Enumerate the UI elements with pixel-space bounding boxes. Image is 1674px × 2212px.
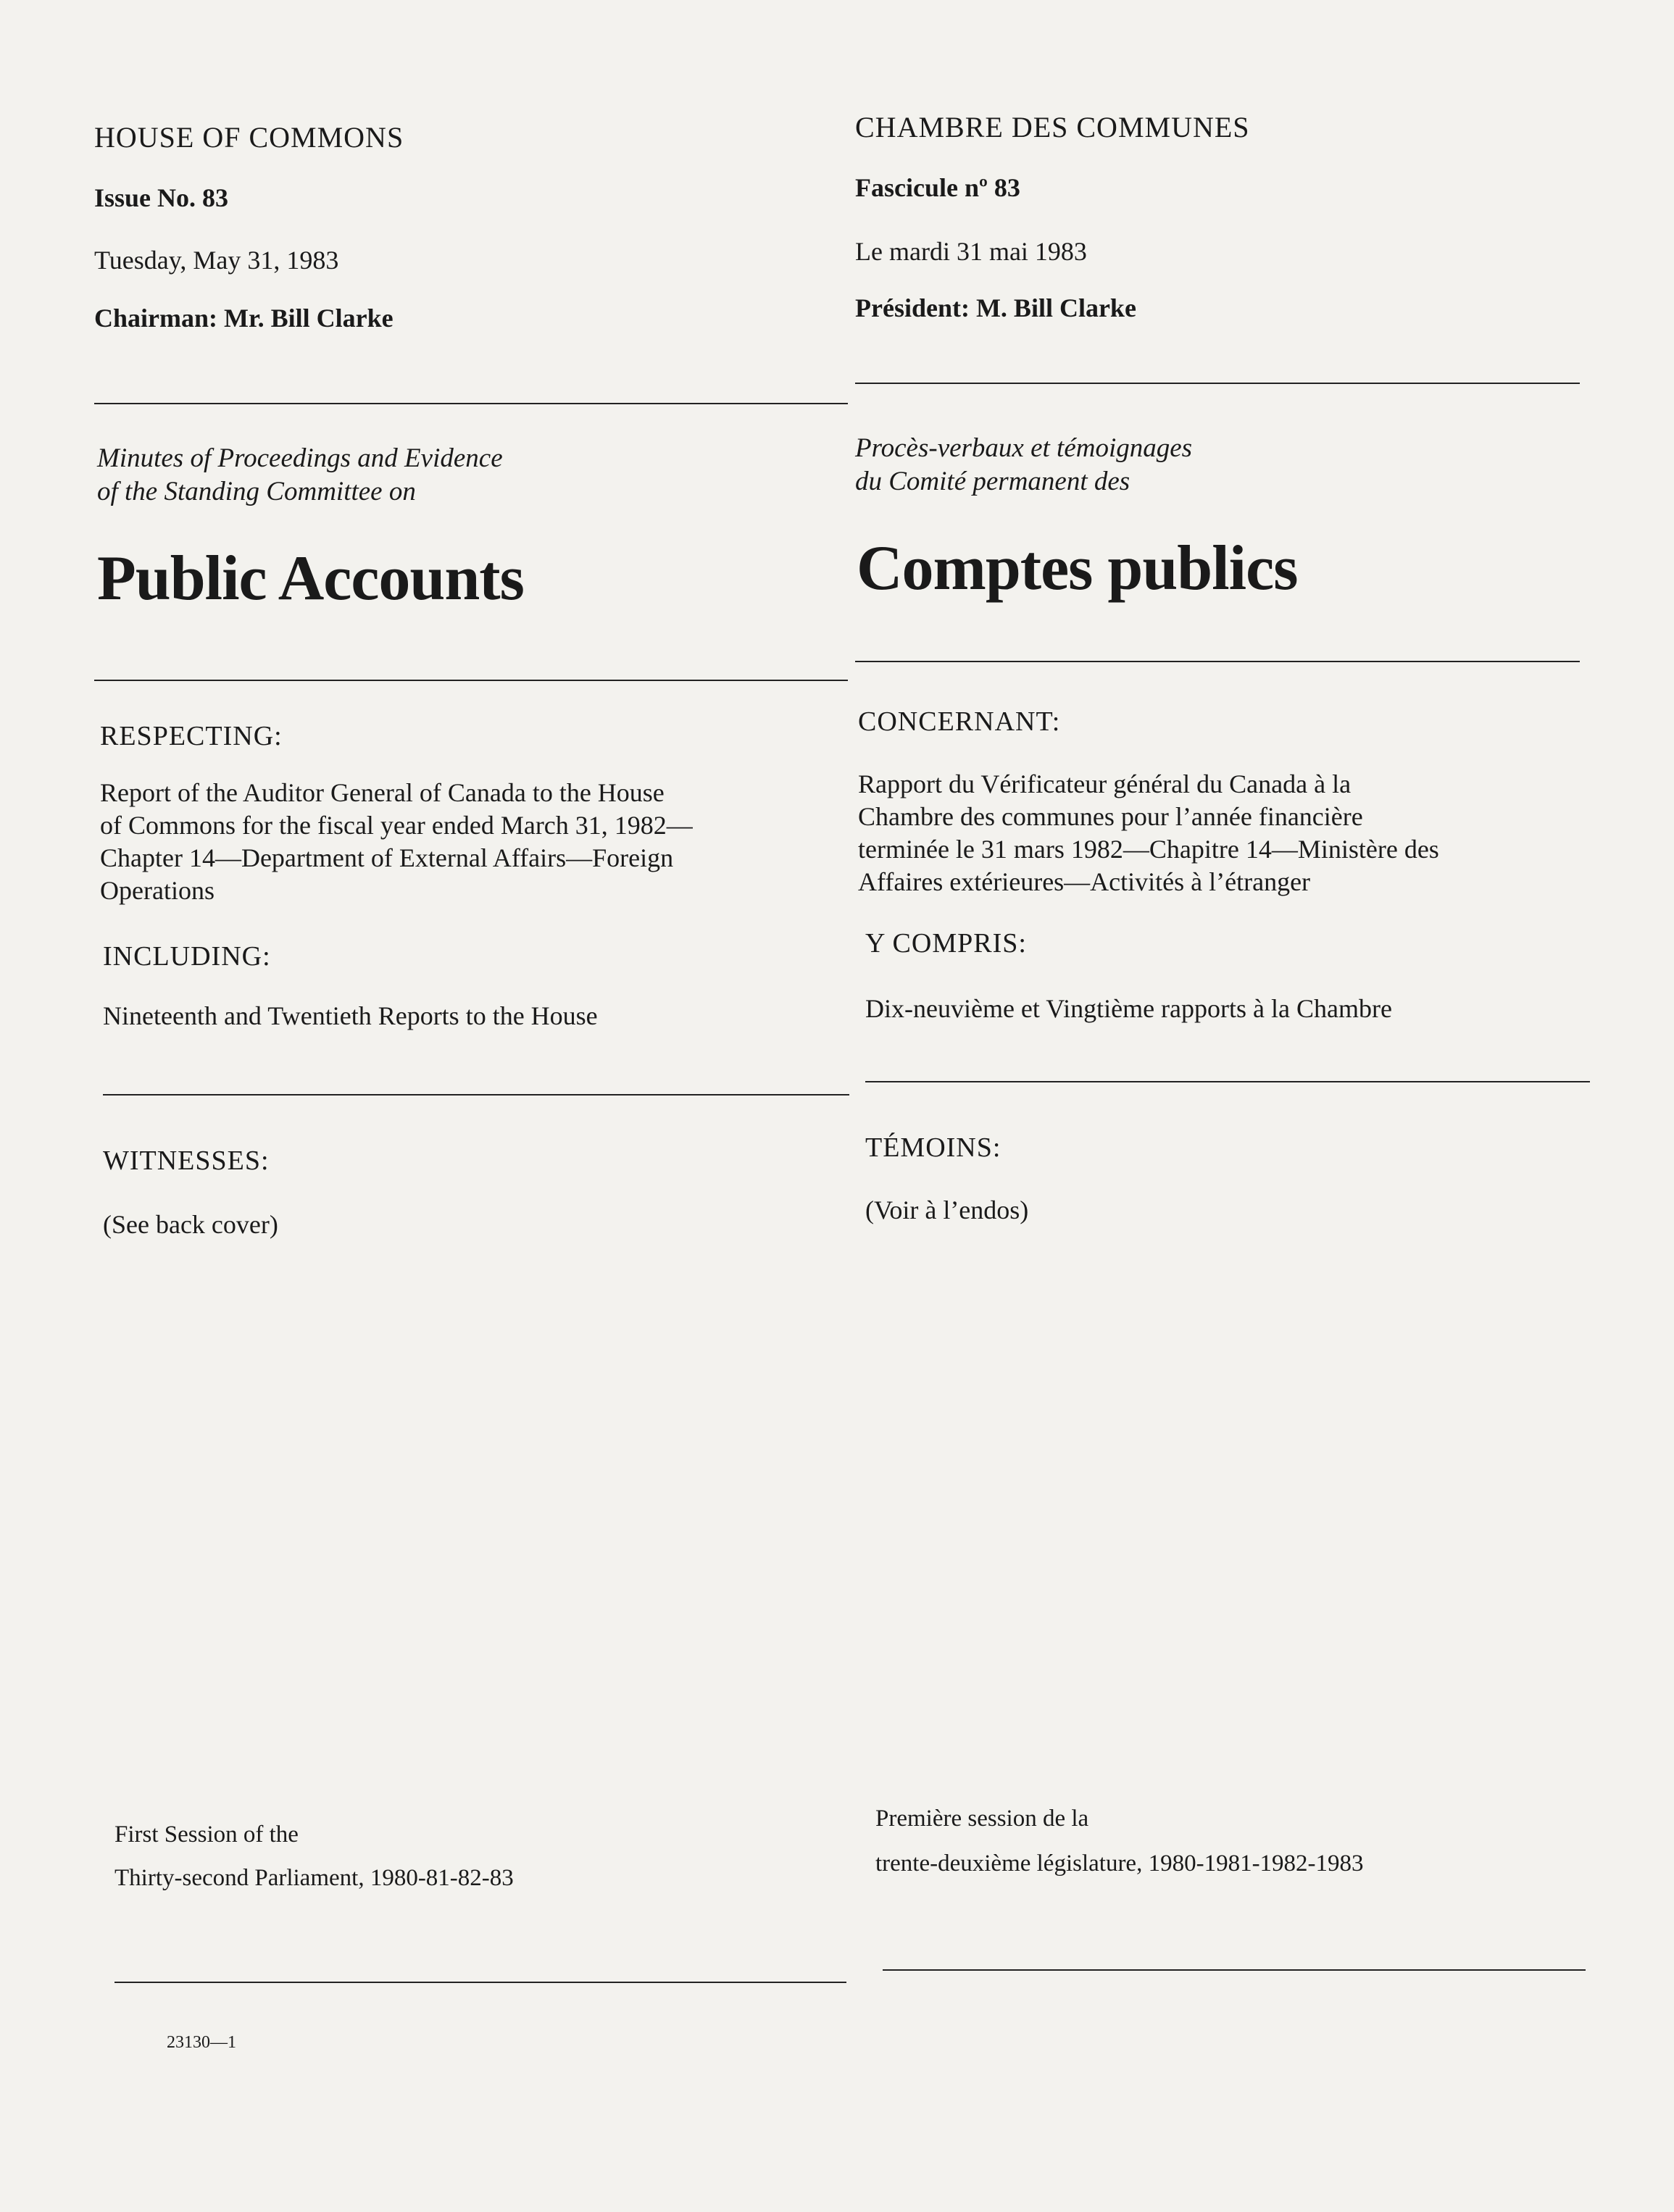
respecting-label: CONCERNANT: [858,706,1061,737]
chairman: Chairman: Mr. Bill Clarke [94,304,393,333]
respecting-text [100,777,693,907]
including-label: Y COMPRIS: [865,928,1027,959]
print-code: 23130—1 [167,2033,236,2052]
minutes-caption [97,442,503,509]
minutes-caption [855,432,1192,498]
divider [865,1081,1590,1082]
witnesses-label: WITNESSES: [103,1145,270,1176]
text-line: Chambre des communes pour l’année financière [858,802,1363,831]
text-line: Chapter 14—Department of External Affairs—Foreign [100,843,674,872]
text-line: Affaires extérieures—Activités à l’étranger [858,867,1311,896]
divider [883,1969,1586,1971]
parliament-line: Thirty-second Parliament, 1980-81-82-83 [114,1865,514,1891]
minutes-line: du Comité permanent des [855,467,1130,496]
including-text: Dix-neuvième et Vingtième rapports à la Chambre [865,994,1392,1023]
respecting-text [858,768,1439,898]
minutes-line: Minutes of Proceedings and Evidence [97,443,503,473]
session-line: Première session de la [875,1806,1089,1832]
issue-number: Fascicule nº 83 [855,173,1020,202]
issue-number: Issue No. 83 [94,183,229,212]
witnesses-label: TÉMOINS: [865,1132,1002,1163]
house-title: CHAMBRE DES COMMUNES [855,111,1250,143]
divider [94,403,848,404]
text-line: Report of the Auditor General of Canada to the House [100,778,665,807]
issue-date: Tuesday, May 31, 1983 [94,246,339,275]
witnesses-text: (See back cover) [103,1210,278,1239]
issue-date: Le mardi 31 mai 1983 [855,237,1087,266]
text-line: terminée le 31 mars 1982—Chapitre 14—Ministère des [858,835,1439,864]
witnesses-text: (Voir à l’endos) [865,1195,1029,1224]
divider [103,1094,849,1095]
divider [855,661,1580,662]
text-line: Operations [100,876,215,905]
including-label: INCLUDING: [103,941,271,972]
house-title: HOUSE OF COMMONS [94,121,404,154]
respecting-label: RESPECTING: [100,721,283,751]
including-text: Nineteenth and Twentieth Reports to the House [103,1001,598,1030]
committee-name: Comptes publics [857,533,1298,604]
committee-name: Public Accounts [97,543,524,614]
divider [855,383,1580,384]
parliament-line: trente-deuxième législature, 1980-1981-1982-1983 [875,1850,1364,1877]
minutes-line: Procès-verbaux et témoignages [855,433,1193,463]
divider [114,1982,846,1983]
session-line: First Session of the [114,1821,299,1848]
text-line: of Commons for the fiscal year ended March 31, 1982— [100,811,693,840]
text-line: Rapport du Vérificateur général du Canada à la [858,769,1352,798]
chairman: Président: M. Bill Clarke [855,293,1136,322]
minutes-line: of the Standing Committee on [97,477,416,506]
divider [94,680,848,681]
